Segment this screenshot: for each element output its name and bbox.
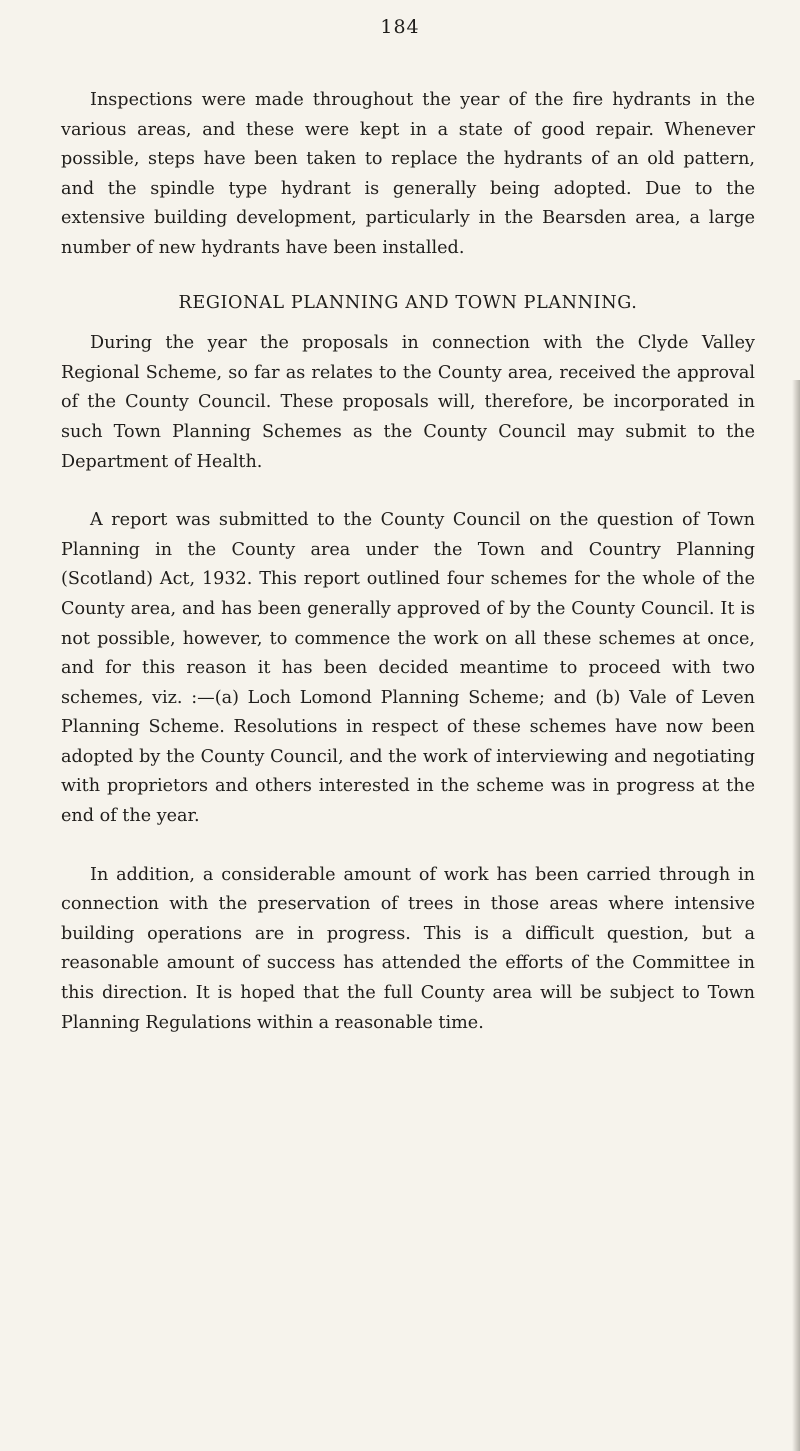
paragraph-preservation-of-trees: In addition, a considerable amount of work has been carried through in connection with the preservation of trees in those areas where intensive building operations are in progress. This is a difficult question, but a reasonable amount of success has attended the efforts of the Committee in this direction. It is hoped that the full County area will be subject to Town Planning Regulations within a reasonable time. — [61, 864, 755, 1033]
page-number: 184 — [380, 16, 420, 38]
paragraph-town-planning-report: A report was submitted to the County Council on the question of Town Planning in the County area under the Town and Country Planning (Scotland) Act, 1932. This report outlined four schemes for the whole of the County area, and has been generally approved of by the County Council. It is not possible, however, to commence the work on all these schemes at once, and for this reason it has been decided meantime to proceed with two schemes, viz. :—(a) Loch Lomond Planning Scheme; and (b) Vale of Leven Planning Scheme. Resolutions in respect of these schemes have now been adopted by the County Council, and the work of interviewing and negotiating with proprietors and others interested in the scheme was in progress at the end of the year. — [61, 510, 755, 827]
page-edge-shadow — [792, 380, 800, 1451]
paragraph-fire-hydrants: Inspections were made throughout the year of the fire hydrants in the various areas, and these were kept in a state of good repair. Whenever possible, steps have been taken to replace the hydrants of an old pattern, and the spindle type hydrant is generally being adopted. Due to the extensive building development, particularly in the Bearsden area, a large number of new hydrants have been installed. — [61, 90, 755, 258]
section-heading: REGIONAL PLANNING AND TOWN PLANNING. — [178, 292, 638, 313]
paragraph-clyde-valley-scheme: During the year the proposals in connection with the Clyde Valley Regional Scheme, so far as relates to the County area, received the approval of the County Council. These proposals will, therefore, be incorporated in such Town Planning Schemes as the County Council may submit to the Department of Health. — [61, 333, 755, 472]
page-body — [61, 86, 755, 1038]
